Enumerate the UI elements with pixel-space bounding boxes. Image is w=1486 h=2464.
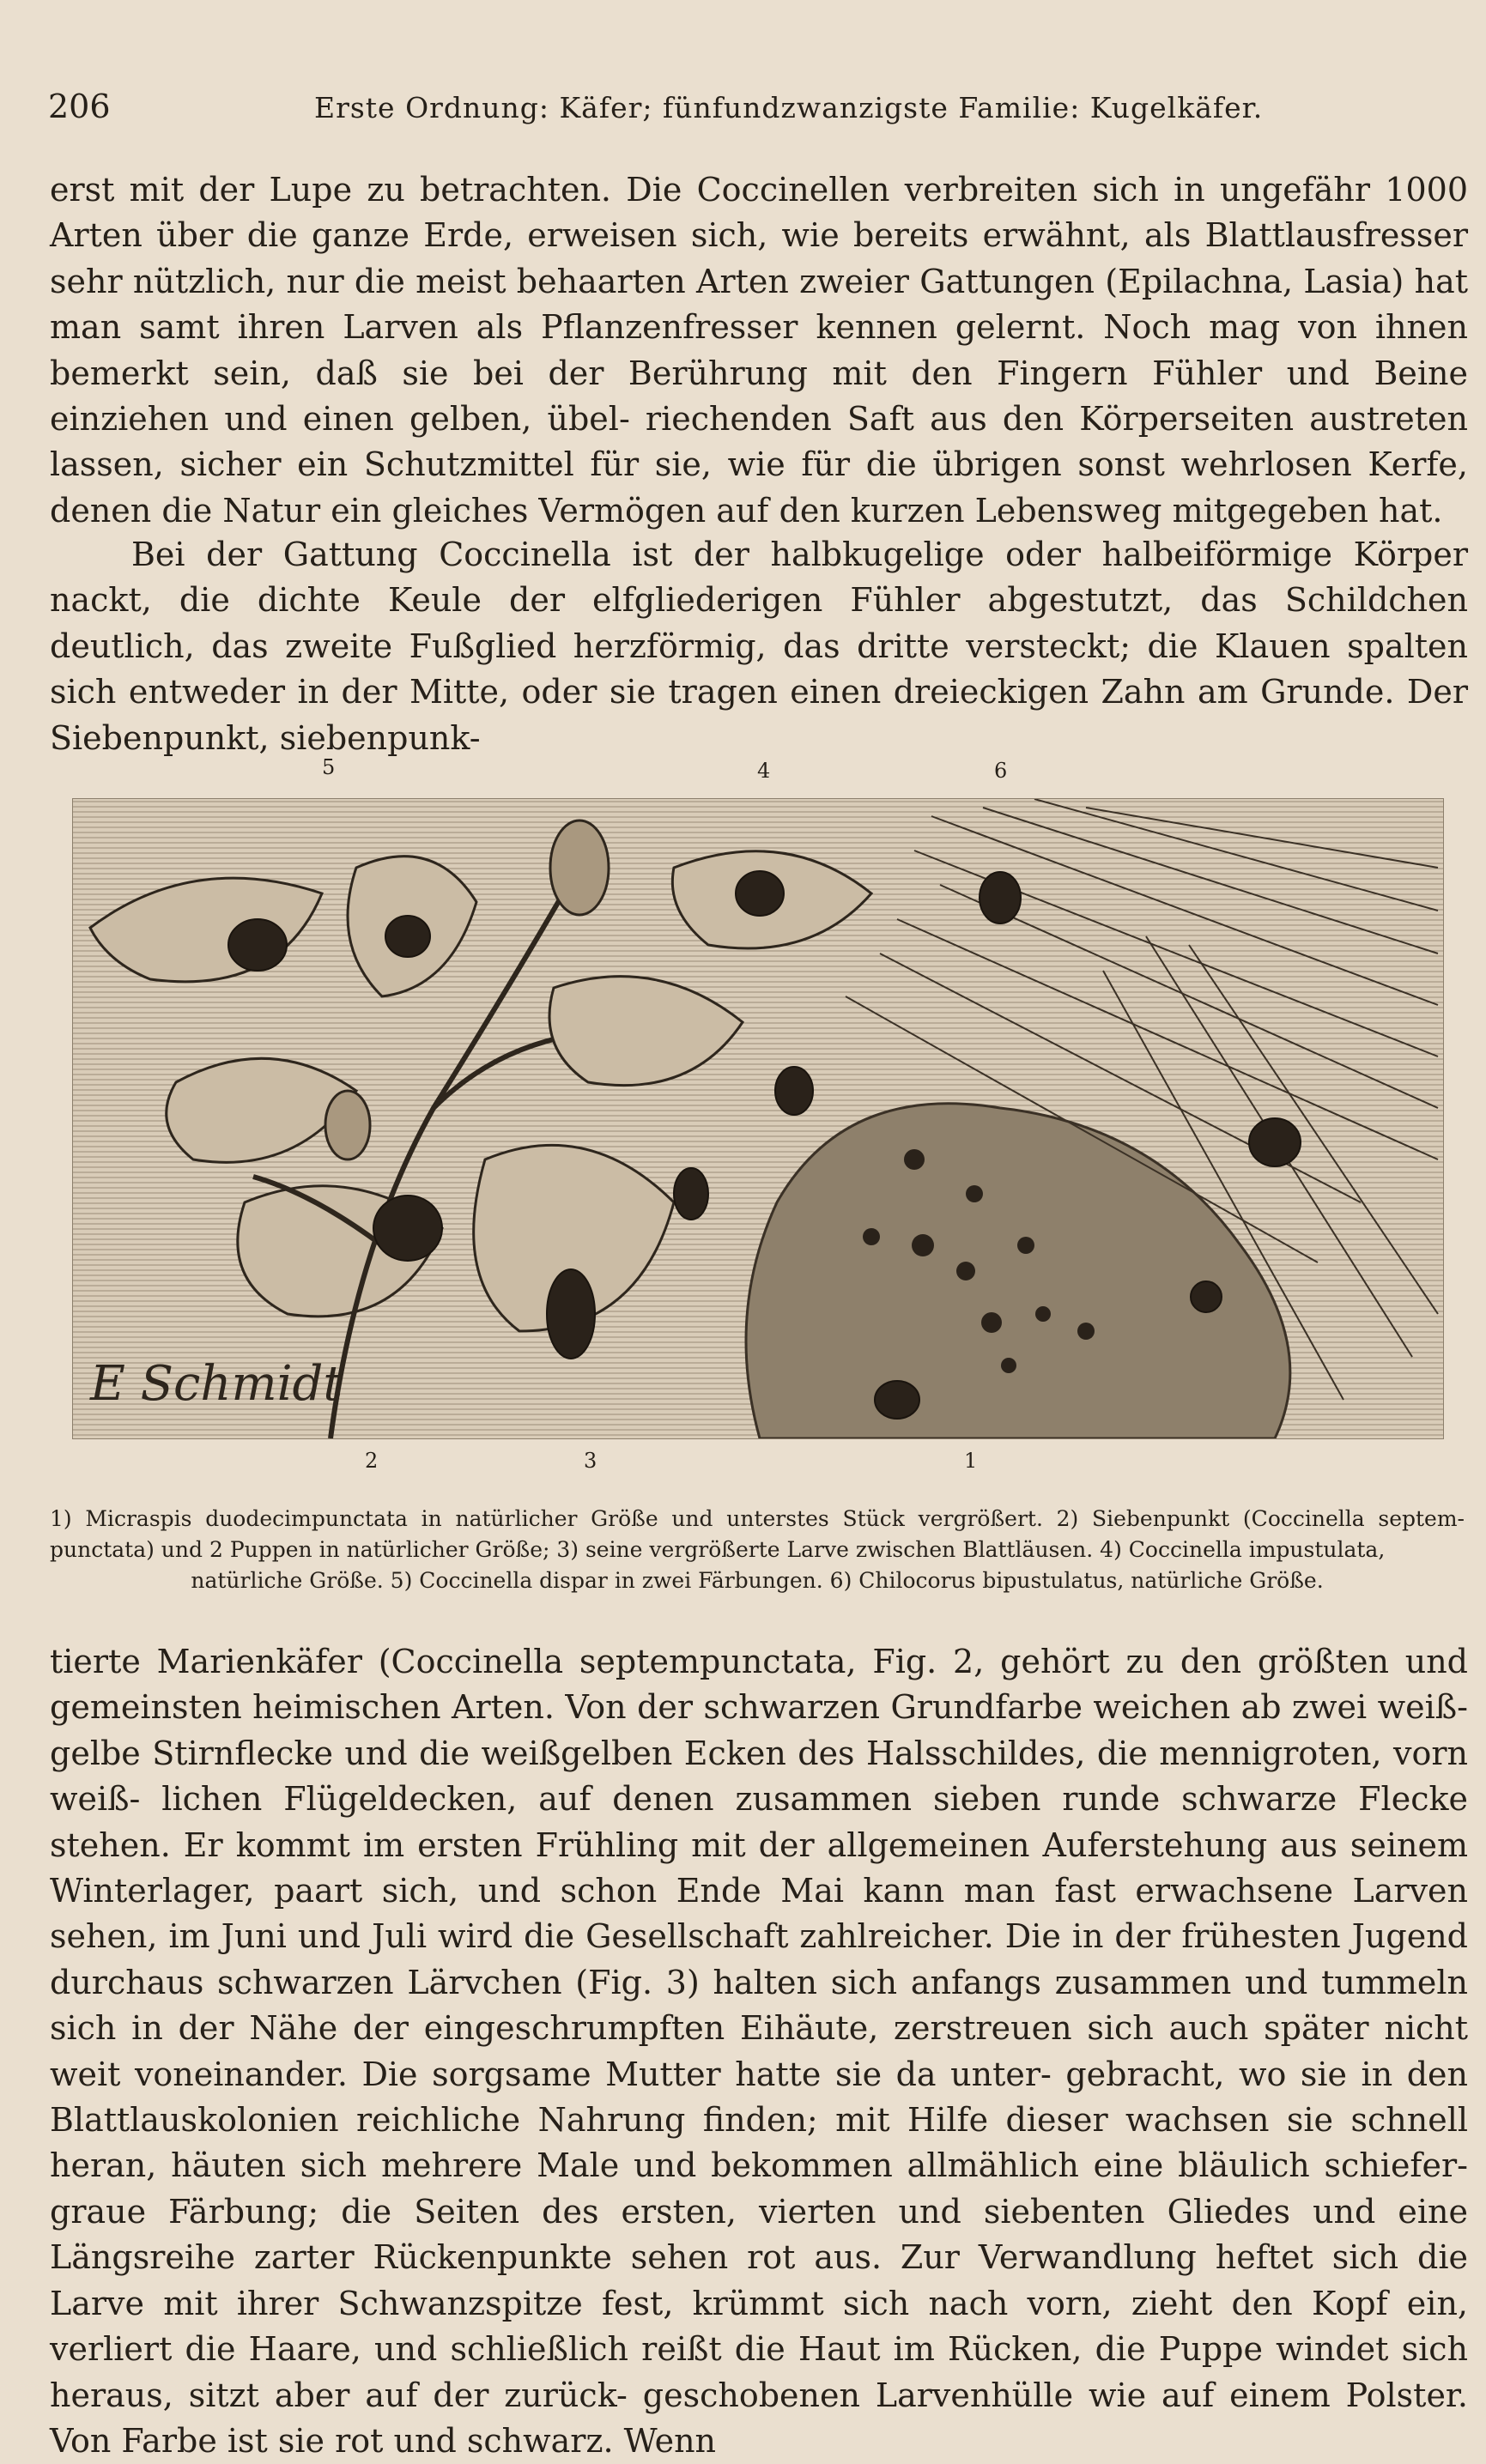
- engraving-drawing: [73, 799, 1443, 1438]
- figure-number-2: 2: [365, 1449, 379, 1473]
- figure-number-3: 3: [584, 1449, 597, 1473]
- figure-caption: [50, 1504, 1465, 1596]
- paragraph-2: Bei der Gattung Coccinella ist der halbkugelige oder halbeiförmige Körper nackt, die dichte Keule der elfgliederigen Fühler abgestutzt, das Schildchen deutlich, das zweite Fußglied herzförmig, das dritte versteckt; die Klauen spalten sich entweder in der Mitte, oder sie tragen einen dreieckigen Zahn am Grunde. Der Siebenpunkt, siebenpunk-: [50, 536, 1468, 757]
- page-number: 206: [48, 88, 111, 125]
- figure-number-5: 5: [322, 755, 336, 779]
- caption-main: 1) Micraspis duodecimpunctata in natürlicher Größe und unterstes Stück vergrößert. 2) Siebenpunkt (Coccinella septem- punctata) und 2 Puppen in natürlicher Größe; 3) seine vergrößerte Larve zwischen Blattläusen. 4) Coccinella impustulata,: [50, 1506, 1465, 1562]
- figure-number-4: 4: [757, 759, 771, 783]
- paragraph-1: erst mit der Lupe zu betrachten. Die Coccinellen verbreiten sich in ungefähr 1000 Arten über die ganze Erde, erweisen sich, wie bereits erwähnt, als Blattlausfresser sehr nützlich, nur die meist behaarten Arten zweier Gattungen (Epilachna, Lasia) hat man samt ihren Larven als Pflanzenfresser kennen gelernt. Noch mag von ihnen bemerkt sein, daß sie bei der Berührung mit den Fingern Fühler und Beine einziehen und einen gelben, übel- riechenden Saft aus den Körperseiten austreten lassen, sicher ein Schutzmittel für sie, wie für die übrigen sonst wehrlosen Kerfe, denen die Natur ein gleiches Vermögen auf den kurzen Lebensweg mitgegeben hat.: [50, 171, 1468, 530]
- running-head: Erste Ordnung: Käfer; fünfundzwanzigste Familie: Kugelkäfer.: [314, 91, 1264, 124]
- figure-number-6: 6: [994, 759, 1008, 783]
- artist-signature: E Schmidt: [90, 1356, 343, 1412]
- page-header: [48, 88, 1456, 139]
- figure-number-1: 1: [964, 1449, 978, 1473]
- caption-last-line: natürliche Größe. 5) Coccinella dispar in zwei Färbungen. 6) Chilocorus bipustulatus, natürliche Größe.: [191, 1568, 1324, 1593]
- paragraph-3: tierte Marienkäfer (Coccinella septempunctata, Fig. 2, gehört zu den größten und gemeinsten heimischen Arten. Von der schwarzen Grundfarbe weichen ab zwei weiß- gelbe Stirnflecke und die weißgelben Ecken des Halsschildes, die mennigroten, vorn weiß- lichen Flügeldecken, auf denen zusammen sieben runde schwarze Flecke stehen. Er kommt im ersten Frühling mit der allgemeinen Auferstehung aus seinem Winterlager, paart sich, und schon Ende Mai kann man fast erwachsene Larven sehen, im Juni und Juli wird die Gesellschaft zahlreicher. Die in der frühesten Jugend durchaus schwarzen Lärvchen (Fig. 3) halten sich anfangs zusammen und tummeln sich in der Nähe der eingeschrumpften Eihäute, zerstreuen sich auch später nicht weit voneinander. Die sorgsame Mutter hatte sie da unter- gebracht, wo sie in den Blattlauskolonien reichliche Nahrung finden; mit Hilfe dieser wachsen sie schnell heran, häuten sich mehrere Male und bekommen allmählich eine bläulich schiefer- graue Färbung; die Seiten des ersten, vierten und siebenten Gliedes und eine Längsreihe zarter Rückenpunkte sehen rot aus. Zur Verwandlung heftet sich die Larve mit ihrer Schwanzspitze fest, krümmt sich nach vorn, zieht den Kopf ein, verliert die Haare, und schließlich reißt die Haut im Rücken, die Puppe windet sich heraus, sitzt aber auf der zurück- geschobenen Larvenhülle wie auf einem Polster. Von Farbe ist sie rot und schwarz. Wenn: [50, 1643, 1468, 2460]
- ladybird-illustration: [72, 798, 1444, 1439]
